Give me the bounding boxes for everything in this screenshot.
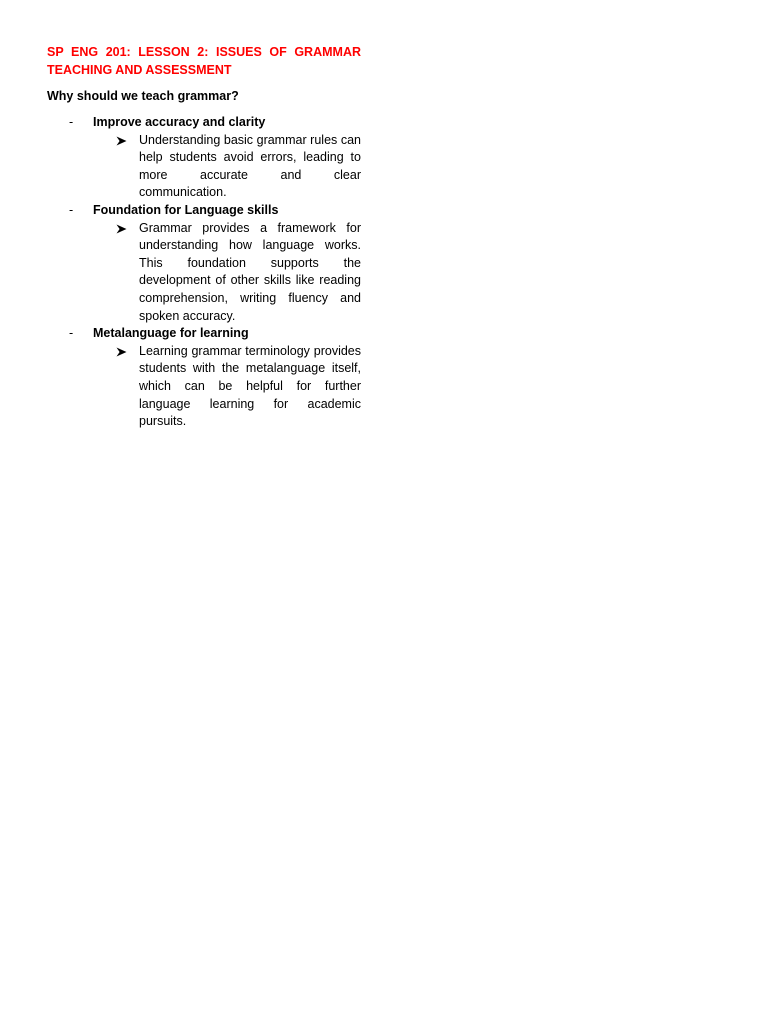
reason-detail-text: Understanding basic grammar rules can help students avoid errors, leading to more accurate and clear communication. [139,132,361,200]
reason-detail [47,343,361,431]
arrowhead-bullet-icon [116,347,127,357]
dash-bullet: - [69,115,74,129]
reason-detail [47,132,361,202]
reason-heading [47,202,361,220]
document-title: SP ENG 201: LESSON 2: ISSUES OF GRAMMAR TEACHING AND ASSESSMENT [47,45,361,77]
arrowhead-bullet-icon [116,136,127,146]
reason-heading-text: Foundation for Language skills [93,202,279,217]
dash-bullet: - [69,326,74,341]
arrowhead-bullet-icon [116,224,127,234]
reason-heading [47,114,361,132]
reason-item [47,325,361,431]
reason-heading-text: Improve accuracy and clarity [93,115,266,129]
reason-item [47,114,361,202]
reason-heading [47,325,361,343]
document-body [47,43,361,431]
reasons-list [47,114,361,431]
reason-heading-text: Metalanguage for learning [93,326,249,341]
reason-detail-text: Grammar provides a framework for understanding how language works. This foundation supports the development of other skills like reading comprehension, writing fluency and spoken accuracy. [139,220,361,323]
dash-bullet: - [69,202,74,217]
section-question: Why should we teach grammar? [47,89,239,103]
reason-detail [47,220,361,326]
reason-detail-text: Learning grammar terminology provides students with the metalanguage itself, which can be helpful for further language learning for academic pursuits. [139,343,361,429]
reason-item [47,202,361,325]
